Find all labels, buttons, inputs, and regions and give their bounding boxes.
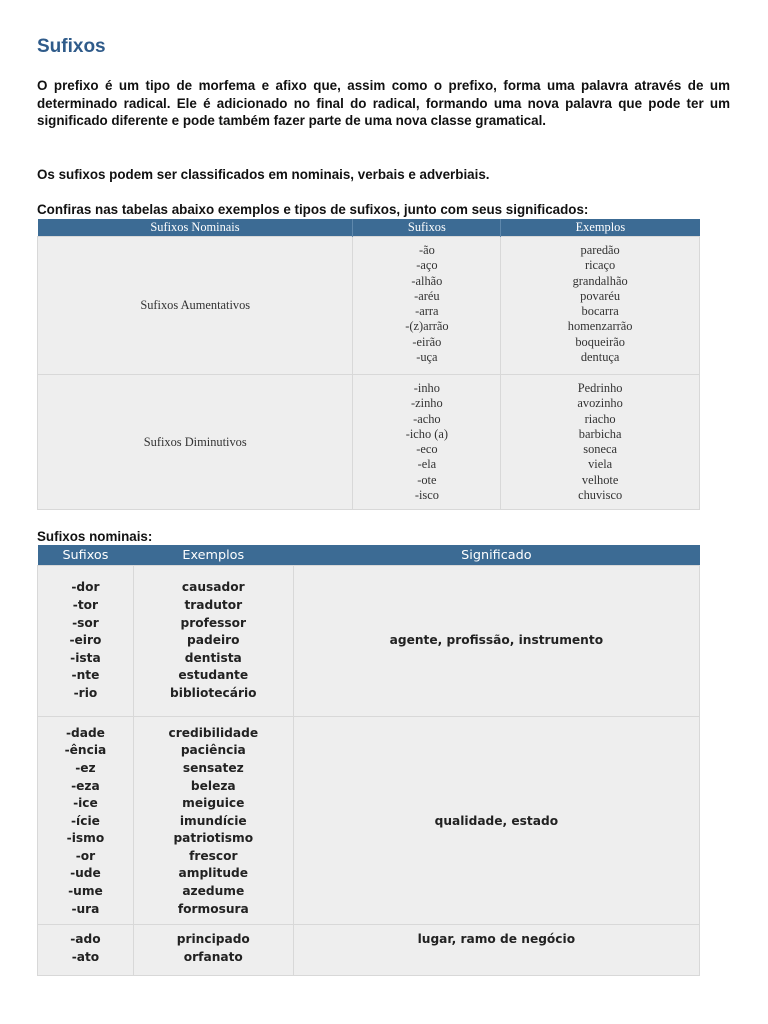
list-item: tradutor [184, 598, 243, 613]
list-item: -ura [71, 901, 100, 916]
list-item: dentuça [580, 350, 620, 365]
list-item: -isco [414, 488, 439, 503]
example-list-cell [133, 925, 293, 976]
list-item: Pedrinho [577, 381, 623, 395]
list-item: estudante [178, 668, 249, 683]
list-item: -inho [413, 381, 440, 395]
list-item: -ência [64, 743, 107, 758]
list-item: -dor [71, 580, 100, 595]
list-item: -eco [416, 442, 438, 457]
list-item: riacho [584, 411, 616, 426]
list-item: credibilidade [168, 725, 259, 740]
list-item: -aréu [414, 288, 440, 303]
list-item: -acho [413, 411, 441, 426]
suffix-type-cell: Sufixos Aumentativos [38, 237, 353, 375]
list-item: principado [176, 932, 250, 946]
list-item: -rio [73, 685, 98, 700]
list-item: patriotismo [173, 831, 254, 846]
list-item: -ume [68, 884, 103, 899]
list-item: professor [180, 615, 247, 630]
list-item: -ote [417, 472, 437, 487]
list-item: -or [75, 848, 96, 863]
list-item: imundície [179, 813, 247, 828]
column-header: Sufixos [353, 219, 501, 237]
list-item: beleza [190, 778, 236, 793]
meaning-cell: lugar, ramo de negócio [293, 925, 699, 976]
list-item: -ela [417, 457, 437, 472]
list-item: -eirão [412, 334, 442, 349]
table-row [38, 566, 700, 717]
example-list-cell [133, 717, 293, 925]
list-item: bocarra [581, 304, 619, 319]
table-header-row [38, 545, 700, 566]
column-header: Sufixos [38, 545, 134, 566]
list-item: -eza [71, 778, 100, 793]
table-row [38, 237, 700, 375]
list-item: -sor [72, 615, 99, 630]
list-item: -ude [70, 866, 101, 881]
list-item: amplitude [178, 866, 249, 881]
list-item: formosura [177, 901, 249, 916]
list-item: frescor [189, 848, 238, 863]
list-item: -dade [65, 725, 105, 740]
suffix-list-cell [38, 566, 134, 717]
table-row [38, 717, 700, 925]
list-item: -aço [416, 258, 438, 273]
list-item: -zinho [411, 396, 443, 411]
list-item: -ista [70, 650, 101, 665]
list-item: -icho (a) [405, 426, 449, 441]
list-item: -arra [415, 304, 439, 319]
example-list-cell [133, 566, 293, 717]
list-item: -alhão [411, 273, 443, 288]
nominal-suffixes-table [37, 545, 700, 976]
intro-paragraph: O prefixo é um tipo de morfema e afixo que, assim como o prefixo, forma uma palavra através de um determinado radical. Ele é adicionado no final do radical, formando uma nova palavra que pode ter um significado diferente e pode também fazer parte de uma nova classe gramatical. [37, 78, 730, 128]
meaning-cell: qualidade, estado [293, 717, 699, 925]
list-item: -tor [72, 598, 99, 613]
example-list-cell [501, 375, 700, 510]
list-item: chuvisco [578, 488, 623, 503]
list-item: -ato [71, 949, 100, 964]
list-item: -ismo [66, 831, 105, 846]
column-header: Significado [293, 545, 699, 566]
list-item: -nte [71, 668, 100, 683]
list-item: -(z)arrão [405, 319, 449, 334]
list-item: paciência [180, 743, 246, 758]
list-item: -ice [73, 796, 98, 811]
suffix-list-cell [38, 925, 134, 976]
list-item: -uça [416, 350, 438, 365]
list-item: ricaço [584, 258, 616, 273]
list-item: velhote [581, 472, 619, 487]
list-item: barbicha [578, 426, 622, 441]
column-header: Sufixos Nominais [38, 219, 353, 237]
list-item: -eiro [69, 633, 102, 648]
nominal-suffixes-heading: Sufixos nominais: [37, 529, 153, 544]
list-item: bibliotecário [170, 685, 257, 700]
meaning-cell: agente, profissão, instrumento [293, 566, 699, 717]
list-item: boqueirão [575, 334, 625, 349]
list-item: paredão [580, 243, 620, 257]
list-item: padeiro [187, 633, 240, 648]
list-item: povaréu [580, 288, 621, 303]
table-row [38, 925, 700, 976]
list-item: sensatez [182, 760, 244, 775]
tables-intro-paragraph: Confiras nas tabelas abaixo exemplos e tipos de sufixos, junto com seus significados: [37, 202, 589, 217]
list-item: soneca [583, 442, 617, 457]
list-item: -ície [70, 813, 100, 828]
page-title: Sufixos [37, 36, 106, 57]
list-item: orfanato [183, 949, 243, 964]
list-item: azedume [182, 884, 245, 899]
list-item: avozinho [577, 396, 623, 411]
list-item: causador [181, 580, 245, 595]
classification-paragraph: Os sufixos podem ser classificados em nominais, verbais e adverbiais. [37, 167, 490, 182]
list-item: meiguice [182, 796, 245, 811]
list-item: viela [588, 457, 613, 472]
column-header: Exemplos [133, 545, 293, 566]
suffix-list-cell [353, 375, 501, 510]
table-header-row [38, 219, 700, 237]
nominal-suffix-types-table [37, 219, 700, 510]
suffix-list-cell [353, 237, 501, 375]
list-item: -ez [75, 760, 96, 775]
table-row [38, 375, 700, 510]
list-item: grandalhão [572, 273, 628, 288]
column-header: Exemplos [501, 219, 700, 237]
list-item: -ado [70, 932, 101, 946]
suffix-type-cell: Sufixos Diminutivos [38, 375, 353, 510]
list-item: dentista [184, 650, 242, 665]
suffix-list-cell [38, 717, 134, 925]
list-item: -ão [418, 243, 435, 257]
list-item: homenzarrão [567, 319, 633, 334]
example-list-cell [501, 237, 700, 375]
